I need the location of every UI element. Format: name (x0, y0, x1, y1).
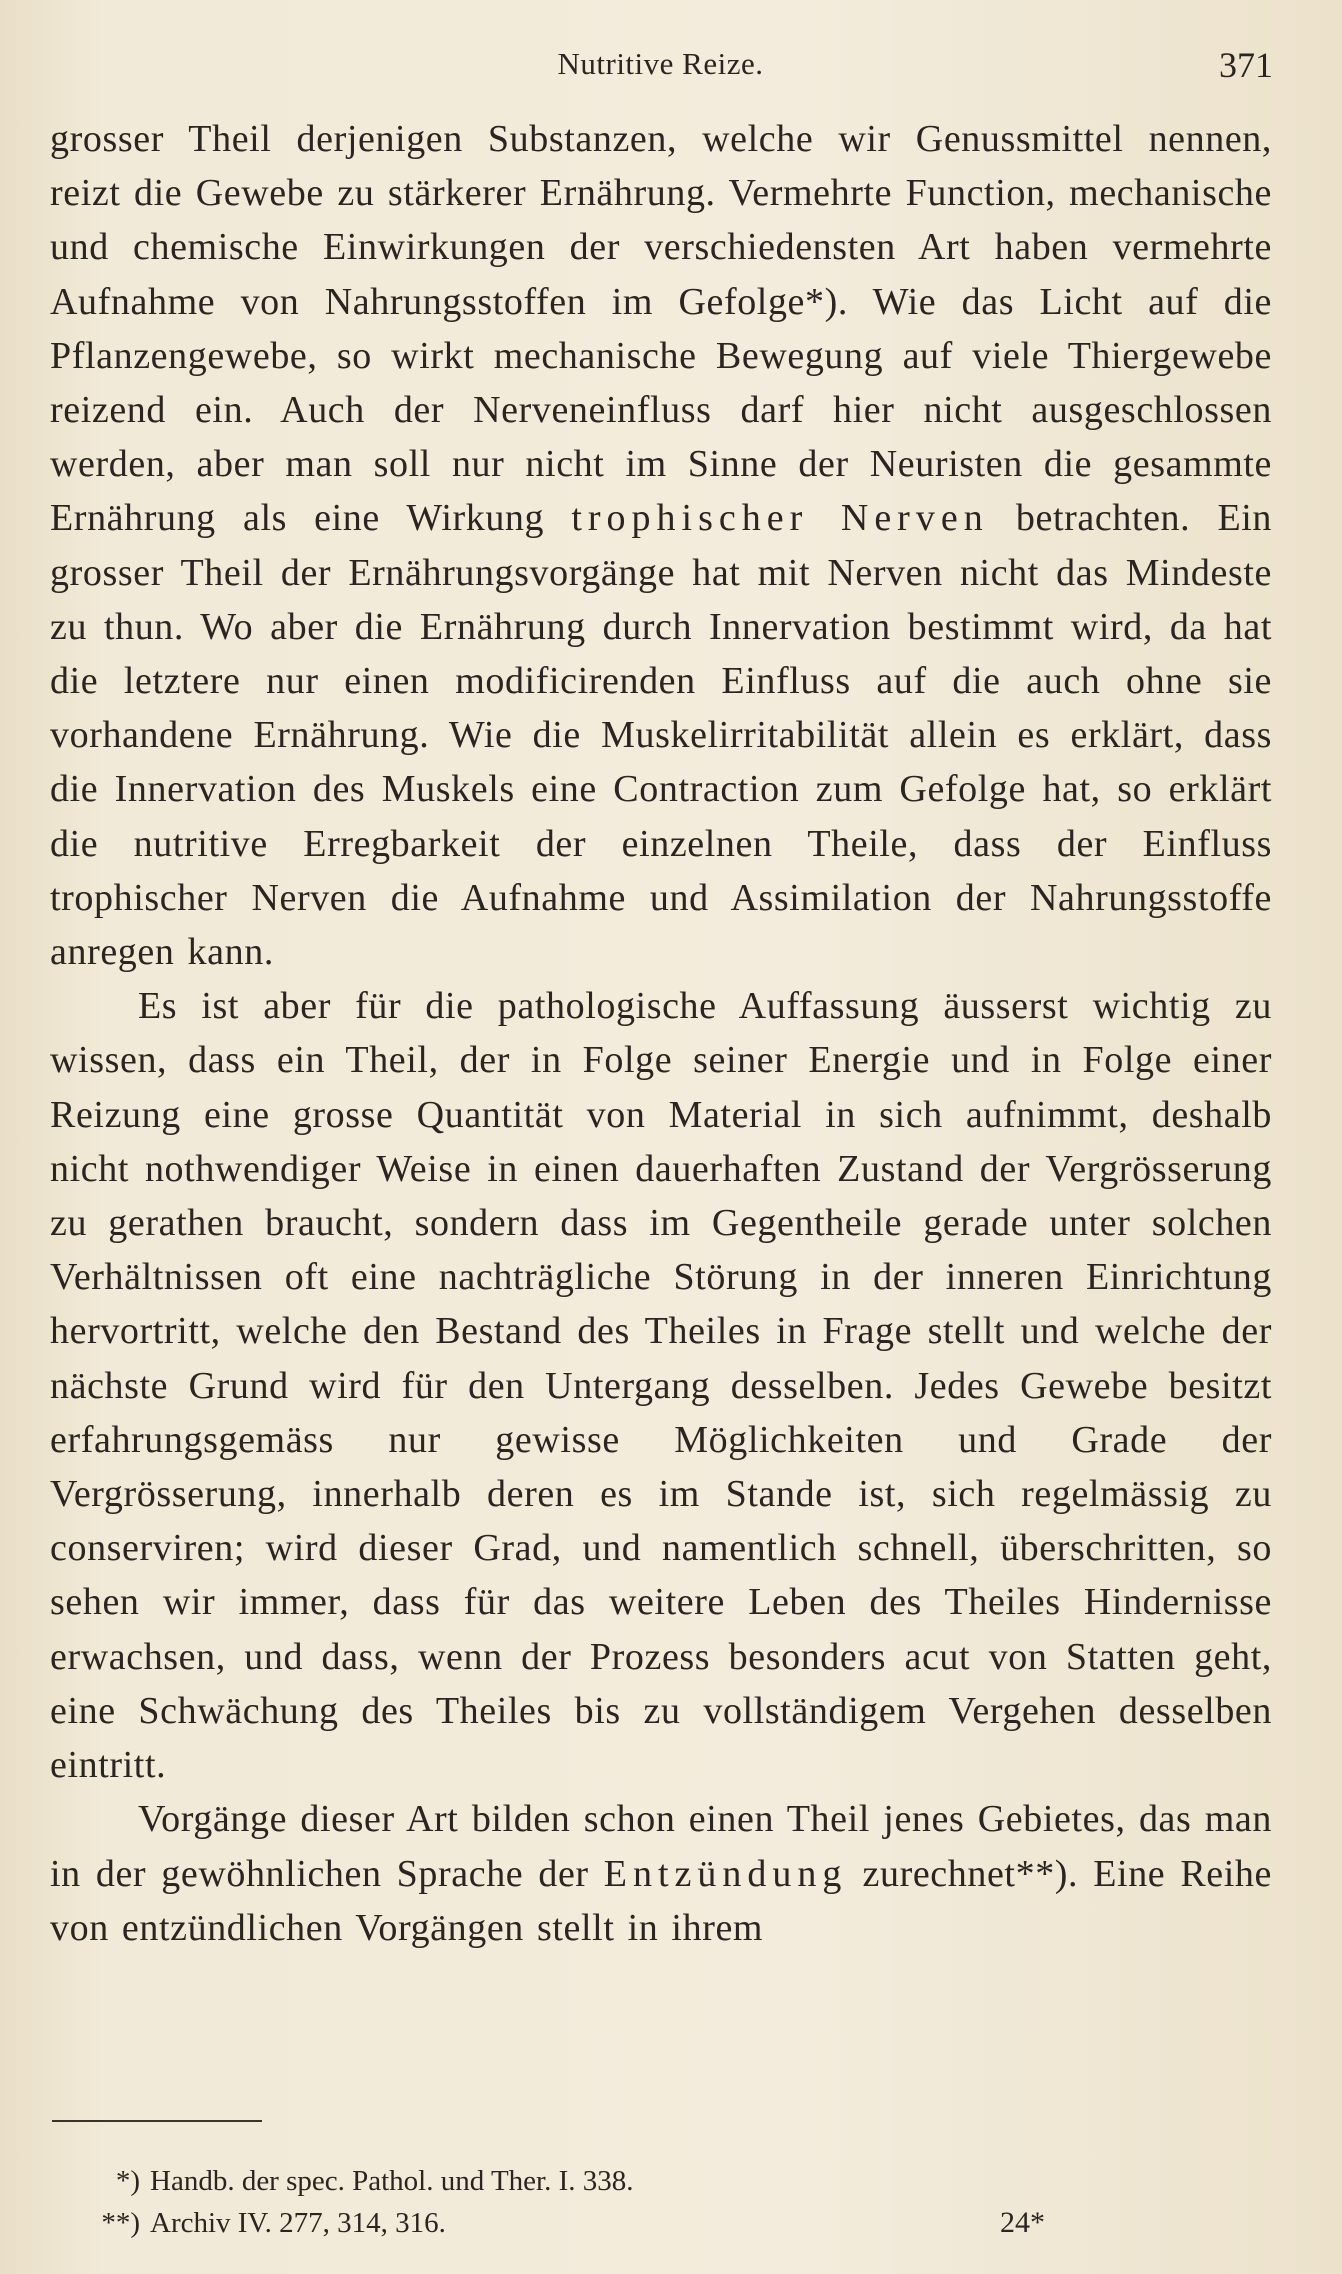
paragraph-1-text-b: betrachten. Ein grosser Theil der Ernährungsvorgänge hat mit Nerven nicht das Mindeste zu thun. Wo aber die Ernährung durch Innervation bestimmt wird, da hat die letztere nur einen modificirenden Einfluss auf die auch ohne sie vorhandene Ernährung. Wie die Muskelirritabilität allein es erklärt, dass die Innervation des Muskels eine Contraction zum Gefolge hat, so erklärt die nutritive Erregbarkeit der einzelnen Theile, dass der Einfluss trophischer Nerven die Aufnahme und Assimilation der Nahrungsstoffe anregen kann. (50, 497, 1273, 974)
paragraph-1 (50, 112, 1272, 979)
footnote-marker: **) (101, 2207, 140, 2239)
spaced-emphasis-trophischer-nerven: trophischer Nerven (571, 497, 989, 540)
page-number: 371 (1219, 45, 1273, 85)
paragraph-3-text-b: zurechnet**). Eine Reihe von entzündlichen Vorgängen stellt in ihrem (50, 1852, 1272, 1949)
footnotes (50, 2160, 1272, 2244)
spaced-emphasis-entzuendung: Entzündung (603, 1852, 848, 1895)
running-title: Nutritive Reize. (557, 46, 764, 81)
paragraph-3-text-a: Vorgänge dieser Art bilden schon einen Theil jenes Gebietes, das man in der gewöhnlichen Sprache der (50, 1798, 1272, 1895)
signature-mark: 24* (1000, 2206, 1045, 2239)
footnote-text: Archiv IV. 277, 314, 316. (150, 2207, 446, 2239)
footnote-2 (50, 2202, 1272, 2244)
paragraph-1-text-a: grosser Theil derjenigen Substanzen, welche wir Genussmittel nennen, reizt die Gewebe zu stärkerer Ernährung. Vermehrte Function, mechanische und chemische Einwirkungen der verschiedensten Art haben vermehrte Aufnahme von Nahrungsstoffen im Gefolge*). Wie das Licht auf die Pflanzengewebe, so wirkt mechanische Bewegung auf viele Thiergewebe reizend ein. Auch der Nerveneinfluss darf hier nicht ausgeschlossen werden, aber man soll nur nicht im Sinne der Neuristen die gesammte Ernährung als eine Wirkung (50, 118, 1272, 540)
body-text (50, 112, 1272, 1955)
paragraph-3 (50, 1792, 1272, 1955)
footnote-divider (52, 2120, 262, 2122)
page-header (48, 38, 1273, 98)
footnote-marker: *) (115, 2165, 140, 2197)
paragraph-2: Es ist aber für die pathologische Auffassung äusserst wichtig zu wissen, dass ein Theil, der in Folge seiner Energie und in Folge einer Reizung eine grosse Quantität von Material in sich aufnimmt, deshalb nicht nothwendiger Weise in einen dauerhaften Zustand der Vergrösserung zu gerathen braucht, sondern dass im Gegentheile gerade unter solchen Verhältnissen oft eine nachträgliche Störung in der inneren Einrichtung hervortritt, welche den Bestand des Theiles in Frage stellt und welche der nächste Grund wird für den Untergang desselben. Jedes Gewebe besitzt erfahrungsgemäss nur gewisse Möglichkeiten und Grade der Vergrösserung, innerhalb deren es im Stande ist, sich regelmässig zu conserviren; wird dieser Grad, und namentlich schnell, überschritten, so sehen wir immer, dass für das weitere Leben des Theiles Hindernisse erwachsen, und dass, wenn der Prozess besonders acut von Statten geht, eine Schwächung des Theiles bis zu vollständigem Vergehen desselben eintritt. (50, 985, 1272, 1787)
footnote-1 (50, 2160, 1272, 2202)
footnote-text: Handb. der spec. Pathol. und Ther. I. 338. (150, 2165, 634, 2197)
